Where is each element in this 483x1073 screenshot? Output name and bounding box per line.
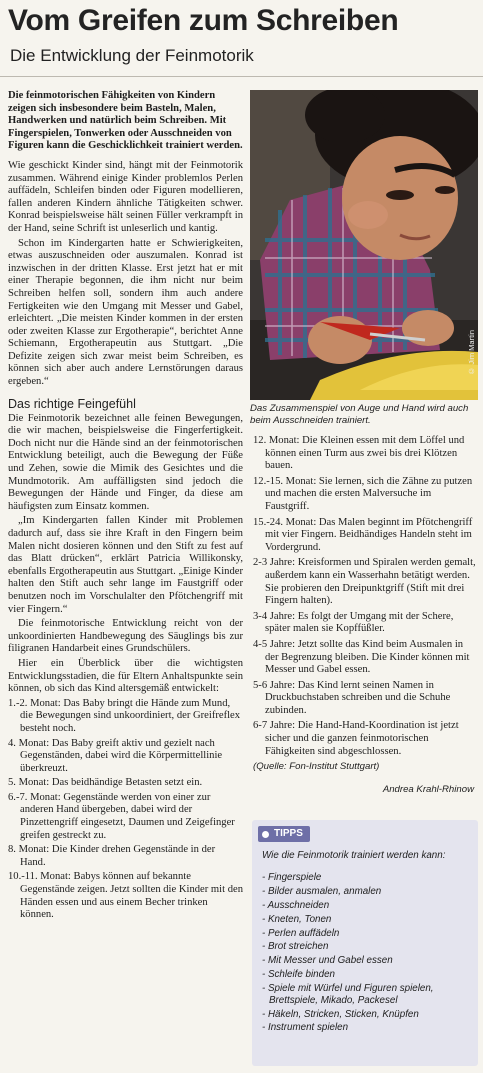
article-title: Vom Greifen zum Schreiben bbox=[8, 4, 399, 37]
timeline-item: 12.-15. Monat: Sie lernen, sich die Zähne zu putzen und machen die ersten Malversuche im Faustgriff. bbox=[253, 475, 473, 512]
timeline-item: 15.-24. Monat: Das Malen beginnt im Pfötchengriff mit vier Fingern. Beidhändiges Handeln steht im Vordergrund. bbox=[253, 516, 473, 553]
tips-item: - Spiele mit Würfel und Figuren spielen, Brettspiele, Mikado, Packesel bbox=[262, 983, 474, 1006]
timeline-item: 5-6 Jahre: Das Kind lernt seinen Namen in Druckbuchstaben schreiben und die Schuhe zubinden. bbox=[253, 679, 451, 716]
photo-child-cutting bbox=[250, 90, 478, 400]
tips-item: - Mit Messer und Gabel essen bbox=[262, 955, 474, 967]
lead-paragraph: Die feinmotorischen Fähigkeiten von Kindern zeigen sich insbesondere beim Basteln, Malen, Handwerken und natürlich beim Schreiben. Mit Fingerspielen, Tonwerken oder Ausschneiden von Figuren kann die Geschicklichkeit trainiert werden. bbox=[8, 90, 243, 152]
tips-intro: Wie die Feinmotorik trainiert werden kann: bbox=[262, 850, 446, 861]
source-note: (Quelle: Fon-Institut Stuttgart) bbox=[253, 761, 380, 773]
section-paragraph: Die feinmotorische Entwicklung reicht von der unkoordinierten Handbewegung des Säuglings bis zur filigranen Handarbeit eines Grundschülers. bbox=[8, 618, 243, 655]
timeline-list-left bbox=[8, 698, 243, 922]
tips-box bbox=[252, 820, 478, 1066]
timeline-item: 4. Monat: Das Baby greift aktiv und gezielt nach Gegenständen, dabei wird die Körpermittellinie überkreuzt. bbox=[8, 737, 223, 774]
body-paragraph: Schon im Kindergarten hatte er Schwierigkeiten, etwas auszuschneiden oder auszumalen. Konrad ist inzwischen in der dritten Klasse. Erst jetzt hat er mit einer Therapie begonnen, die ihm nicht nur beim Schreiben helfen soll, sondern ihm auch andere Fertigkeiten wie den Umgang mit Messer und Gabel, erleichtert. „Die meisten Kinder kommen in der ersten oder zweiten Klasse zur Ergotherapie“, berichtet Anne Schiemann, Ergotherapeutin aus Stuttgart. „Die Defizite zeigen sich zwar meist beim Schreiben, es können sich aber auch andere Lernstörungen daraus ergeben.“ bbox=[8, 237, 243, 388]
timeline-item: 1.-2. Monat: Das Baby bringt die Hände zum Mund, die Bewegungen sind unkoordiniert, der Greifreflex besteht noch. bbox=[8, 697, 241, 734]
body-paragraph: Wie geschickt Kinder sind, hängt mit der Feinmotorik zusammen. Während einige Kinder problemlos Perlen auffädeln, Schleifen binden oder Figuren modellieren, fallen anderen Kindern ähnliche Tätigkeiten schwer. Konrad beispielsweise hält seinen Füller verkrampft in der Hand, seine Schrift ist unleserlich und kantig. bbox=[8, 159, 243, 234]
tips-item: - Perlen auffädeln bbox=[262, 928, 474, 940]
right-column bbox=[250, 90, 478, 795]
timeline-item: 12. Monat: Die Kleinen essen mit dem Löffel und können einen Turm aus zwei bis drei Klötzen bauen. bbox=[253, 435, 465, 472]
timeline-item: 3-4 Jahre: Es folgt der Umgang mit der Schere, später malen sie Kopffüßler. bbox=[253, 610, 454, 635]
timeline-item: 10.-11. Monat: Babys können auf bekannte Gegenstände zeigen. Jetzt sollten die Kinder mit den Händen essen und aus einem Becher trinken können. bbox=[8, 871, 243, 921]
timeline-item: 2-3 Jahre: Kreisformen und Spiralen werden gemalt, außerdem kann ein Wasserhahn betätigt werden. Sie probieren den Dreipunktgriff (Stift mit drei Fingern halten). bbox=[253, 557, 476, 607]
tips-item: - Kneten, Tonen bbox=[262, 914, 474, 926]
tips-label-text: TIPPS bbox=[274, 828, 303, 839]
tips-item: - Bilder ausmalen, anmalen bbox=[262, 886, 474, 898]
photo-illustration bbox=[250, 90, 478, 400]
section-paragraph: Die Feinmotorik bezeichnet alle feinen Bewegungen, die wir machen, beispielsweise die Fingerfertigkeit. Doch nicht nur die Hände sind an der feinmotorischen Entwicklung beteiligt, auch die Bewegung der Füße und Zehen, sowie die Mimik des Gesichtes und die Mundmotorik. Am auffälligsten sind jedoch die Bewegungen der Hände und Finger, da diese am häufigsten zum Einsatz kommen. bbox=[8, 412, 243, 512]
timeline-item: 8. Monat: Die Kinder drehen Gegenstände in der Hand. bbox=[8, 844, 216, 868]
timeline-list-right bbox=[250, 435, 478, 758]
tips-item: - Fingerspiele bbox=[262, 872, 474, 884]
tips-item: - Ausschneiden bbox=[262, 900, 474, 912]
section-paragraph: Hier ein Überblick über die wichtigsten Entwicklungsstadien, die für Eltern Anhaltspunkte sein können, ob sich das Kind altersgemäß entwickelt: bbox=[8, 657, 243, 695]
left-column bbox=[8, 90, 243, 924]
author-byline: Andrea Krahl-Rhinow bbox=[382, 784, 474, 796]
tips-item: - Instrument spielen bbox=[262, 1022, 474, 1034]
tips-list bbox=[262, 872, 474, 1036]
section-paragraph: „Im Kindergarten fallen Kinder mit Problemen dadurch auf, dass sie ihre Kraft in den Fingern beim Malen nicht dosieren können und den Stift zu fest auf das Blatt drücken“, erklärt Patricia Willikonsky, ebenfalls Ergotherapeutin aus Stuttgart. „Einige Kinder halten den Stift auch sehr lange im Faustgriff oder benutzen noch im Vorschulalter den Pfötchengriff mit vier Fingern.“ bbox=[8, 515, 243, 615]
tips-item: - Brot streichen bbox=[262, 941, 474, 953]
section-heading: Das richtige Feingefühl bbox=[8, 396, 136, 411]
photo-caption: Das Zusammenspiel von Auge und Hand wird auch beim Ausschneiden trainiert. bbox=[250, 403, 469, 426]
pin-icon bbox=[262, 831, 269, 838]
timeline-item: 4-5 Jahre: Jetzt sollte das Kind beim Ausmalen in der Begrenzung bleiben. Die Kinder können mit Messer und Gabel essen. bbox=[253, 638, 470, 676]
timeline-item: 5. Monat: Das beidhändige Betasten setzt ein. bbox=[8, 777, 203, 789]
header-rule bbox=[0, 76, 483, 77]
tips-item: - Häkeln, Stricken, Sticken, Knüpfen bbox=[262, 1009, 474, 1021]
photo-credit: © Jim Martin bbox=[467, 330, 476, 376]
tips-item: - Schleife binden bbox=[262, 969, 474, 981]
timeline-item: 6-7 Jahre: Die Hand-Hand-Koordination ist jetzt sicher und die ganzen feinmotorischen Fähigkeiten sind abgeschlossen. bbox=[253, 720, 459, 757]
article-subtitle: Die Entwicklung der Feinmotorik bbox=[10, 46, 254, 65]
tips-label bbox=[258, 826, 310, 842]
timeline-item: 6.-7. Monat: Gegenstände werden von einer zur anderen Hand übergeben, dabei wird der Pinzettengriff eingesetzt, Daumen und Zeigefinger greifen gestreckt zu. bbox=[8, 791, 235, 841]
